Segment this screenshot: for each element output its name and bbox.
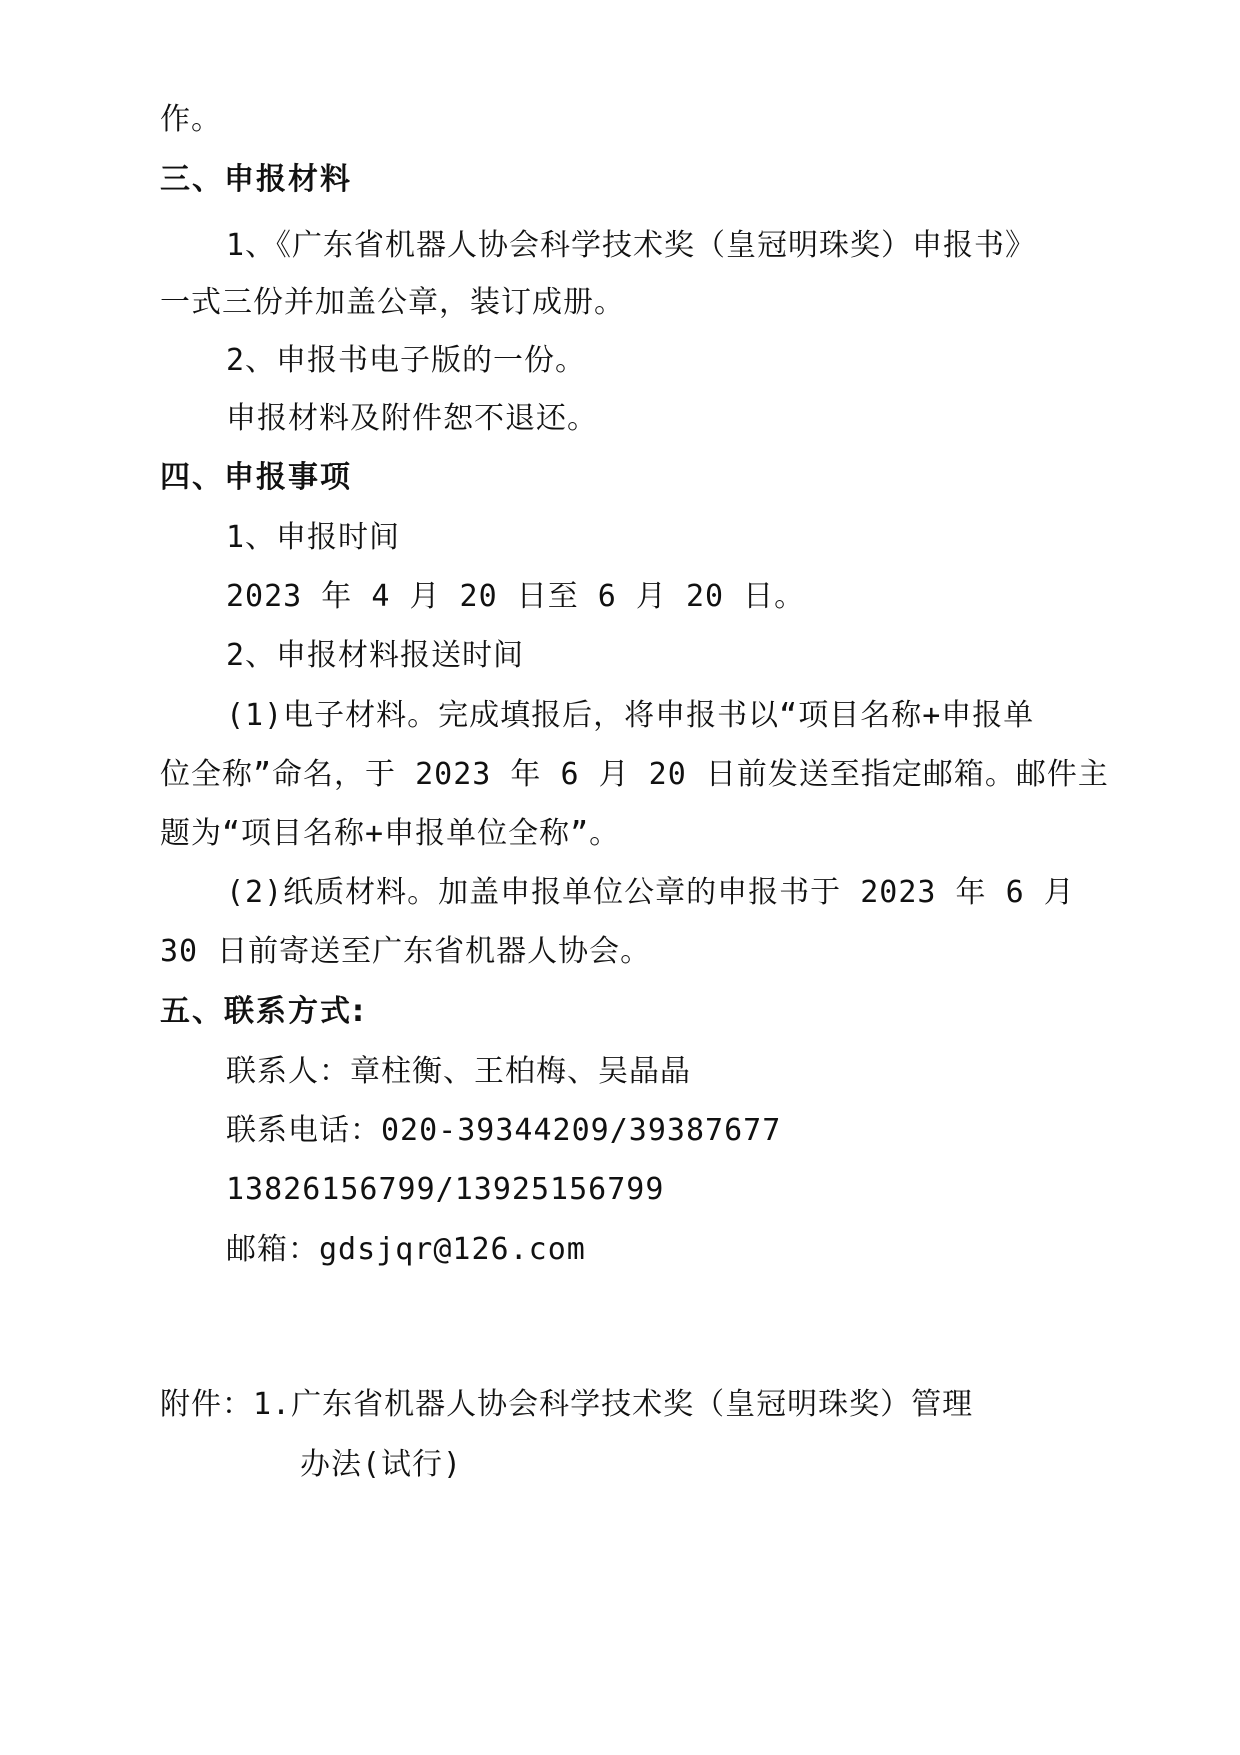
- paragraph-line: 30 日前寄送至广东省机器人协会。: [160, 934, 652, 969]
- section-heading-contact: 五、联系方式:: [160, 994, 366, 1029]
- paragraph-line: 一式三份并加盖公章，装订成册。: [160, 285, 625, 320]
- paragraph-line: 题为“项目名称+申报单位全称”。: [160, 816, 621, 851]
- contact-mobile: 13826156799/13925156799: [226, 1172, 665, 1207]
- paragraph-line: 2、申报材料报送时间: [226, 638, 525, 673]
- paragraph-line: 申报材料及附件恕不退还。: [226, 401, 598, 436]
- contact-persons: 联系人：章柱衡、王柏梅、吴晶晶: [226, 1054, 691, 1089]
- contact-phone: 联系电话：020-39344209/39387677: [226, 1113, 782, 1148]
- section-heading-materials: 三、申报材料: [160, 162, 352, 197]
- paragraph-line: 位全称”命名，于 2023 年 6 月 20 日前发送至指定邮箱。邮件主: [160, 757, 1109, 792]
- paragraph-line: 1、《广东省机器人协会科学技术奖（皇冠明珠奖）申报书》: [226, 228, 1037, 263]
- paragraph-line: 2、申报书电子版的一份。: [226, 343, 587, 378]
- paragraph-line: (1)电子材料。完成填报后，将申报书以“项目名称+申报单: [226, 698, 1035, 733]
- paragraph-line: (2)纸质材料。加盖申报单位公章的申报书于 2023 年 6 月: [226, 875, 1075, 910]
- paragraph-line: 1、申报时间: [226, 520, 401, 555]
- section-heading-matters: 四、申报事项: [160, 460, 352, 495]
- paragraph-line: 2023 年 4 月 20 日至 6 月 20 日。: [226, 579, 806, 614]
- attachment-line: 附件：1.广东省机器人协会科学技术奖（皇冠明珠奖）管理: [160, 1387, 974, 1422]
- paragraph-line: 作。: [160, 102, 222, 137]
- contact-email: 邮箱：gdsjqr@126.com: [226, 1232, 586, 1267]
- attachment-line-continued: 办法(试行): [300, 1447, 463, 1482]
